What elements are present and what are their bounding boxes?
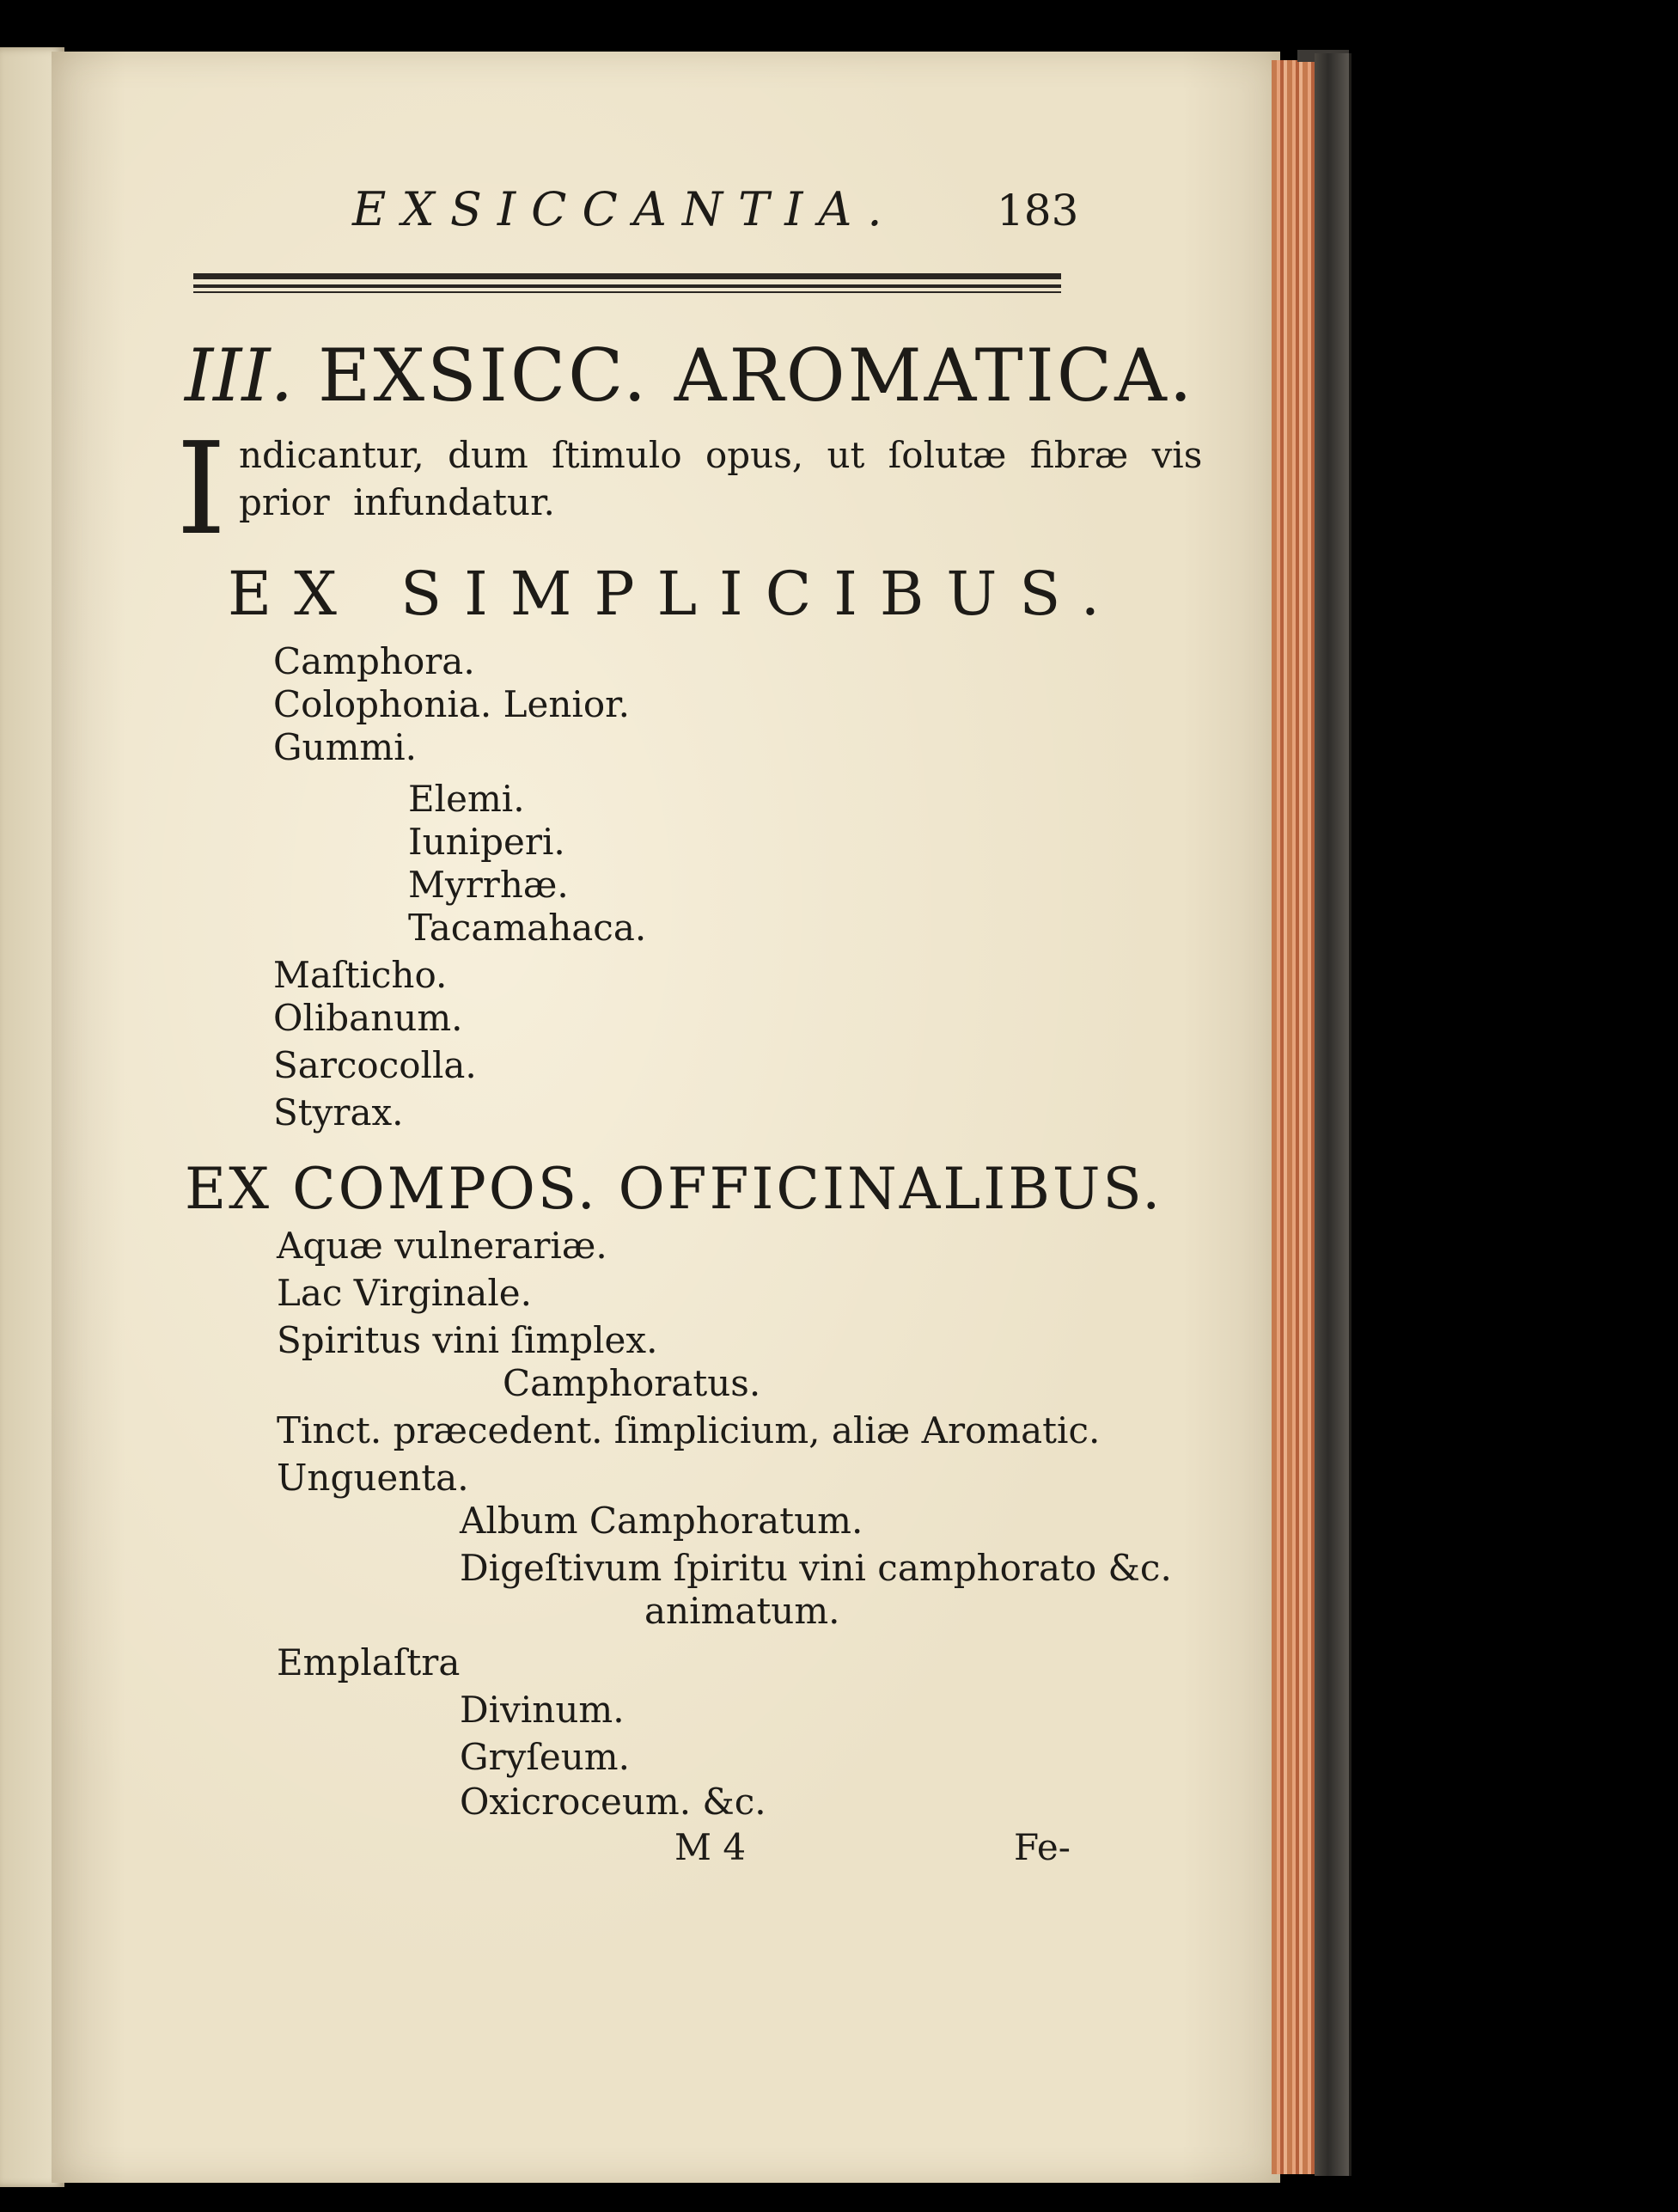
list-item: Styrax. <box>273 1091 404 1133</box>
list-item: Oxicroceum. &c. <box>460 1781 766 1823</box>
running-head: EXSICCANTIA. <box>352 182 898 236</box>
list-item: Camphora. <box>273 640 475 682</box>
book-cover-edge <box>1315 53 1352 2176</box>
list-item: Myrrhæ. <box>408 864 569 906</box>
signature-mark: M 4 <box>674 1826 747 1868</box>
list-item: Divinum. <box>460 1689 625 1731</box>
list-item: Aquæ vulnerariæ. <box>277 1225 607 1267</box>
list-item: Unguenta. <box>277 1457 469 1499</box>
subheading-officinalibus: EX COMPOS. OFFICINALIBUS. <box>185 1156 1163 1222</box>
list-item: Gryſeum. <box>460 1736 630 1778</box>
intro-line-2: prior infundatur. <box>239 481 555 523</box>
subheading-simplicibus: EX SIMPLICIBUS. <box>228 559 1123 629</box>
list-item: Lac Virginale. <box>277 1272 532 1314</box>
list-item: Tacamahaca. <box>408 907 647 949</box>
list-item: Olibanum. <box>273 997 463 1039</box>
list-item: Maſticho. <box>273 954 448 996</box>
list-item: Sarcocolla. <box>273 1044 477 1086</box>
header-rule-thin <box>193 291 1061 293</box>
list-item: animatum. <box>644 1590 840 1632</box>
list-item: Tinct. præcedent. ſimplicium, aliæ Aromatic. <box>277 1409 1101 1451</box>
list-item: Iuniperi. <box>408 821 565 863</box>
list-item: Digeſtivum ſpiritu vini camphorato &c. <box>460 1547 1172 1589</box>
header-rule-thick <box>193 273 1061 279</box>
list-item: Emplaſtra <box>277 1641 461 1683</box>
list-item: Album Camphoratum. <box>460 1500 863 1542</box>
page-number: 183 <box>997 186 1079 235</box>
list-item: Camphoratus. <box>503 1362 761 1404</box>
catchword: Fe- <box>1014 1826 1071 1868</box>
section-heading: EXSICC. AROMATICA. <box>318 333 1195 418</box>
drop-cap: I <box>176 415 227 563</box>
list-item: Spiritus vini ſimplex. <box>277 1319 658 1361</box>
list-item: Colophonia. Lenior. <box>273 683 630 725</box>
page-block-edges <box>1272 60 1315 2174</box>
intro-line-1: ndicantur, dum ſtimulo opus, ut ſolutæ fibræ vis <box>239 434 1203 476</box>
header-rule-middle <box>193 284 1061 288</box>
section-number: III. <box>185 333 294 418</box>
list-item: Gummi. <box>273 726 418 768</box>
list-item: Elemi. <box>408 778 525 820</box>
